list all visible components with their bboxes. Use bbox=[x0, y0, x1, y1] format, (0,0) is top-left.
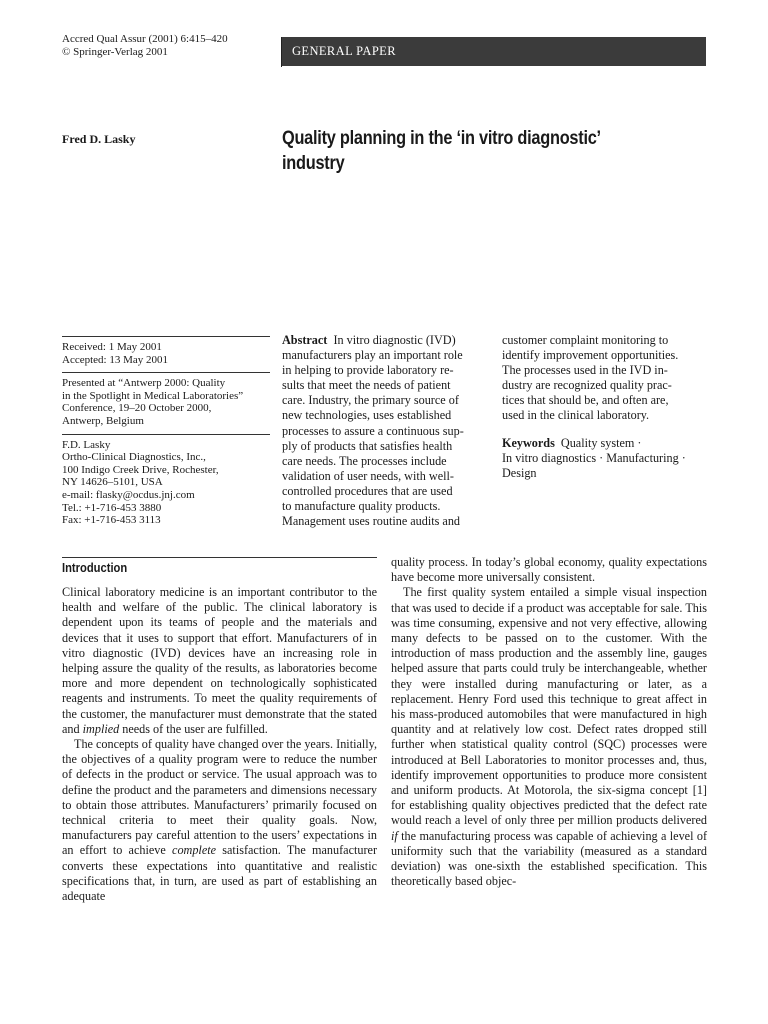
author-name: Fred D. Lasky bbox=[62, 132, 136, 146]
body-text: needs of the user are fulfilled. bbox=[122, 721, 268, 736]
contact-line: Tel.: +1-716-453 3880 bbox=[62, 501, 162, 514]
body-text: satisfaction. The manufacturer converts these expectations into quantitative and realistic specifications that, in turn, are used as part of establishing an adequate bbox=[62, 843, 378, 904]
abstract-line: in helping to provide laboratory re- bbox=[282, 363, 454, 378]
abstract-first-line: In vitro diagnostic (IVD) bbox=[333, 333, 456, 347]
body-column-right bbox=[391, 555, 707, 889]
body-text: The concepts of quality have changed over the years. Initially, the objectives of a quality program were to reduce the number of defects in the product or service. The usual approach was to define the product and the parameters and dimensions necessary to obtain those attributes. Manufacturers’ primarily focused on technical criteria to meet their quality goals. Now, manufacturers pay careful attention to the users’ expectations in an effort to achieve bbox=[62, 737, 377, 858]
section-banner bbox=[282, 37, 706, 66]
paper-title: Quality planning in the ‘in vitro diagnostic’ industry bbox=[282, 128, 600, 174]
dates-block bbox=[62, 336, 270, 372]
body-emphasis: complete bbox=[172, 843, 217, 858]
body-paragraph: quality process. In today’s global economy, quality expectations have become more universally consistent. bbox=[391, 555, 707, 585]
presented-line: Conference, 19–20 October 2000, bbox=[62, 402, 212, 415]
presented-note bbox=[62, 372, 270, 433]
received-date: Received: 1 May 2001 bbox=[62, 341, 162, 353]
body-emphasis: if bbox=[391, 828, 398, 843]
presented-line: Presented at “Antwerp 2000: Quality bbox=[62, 377, 226, 390]
abstract-line: The processes used in the IVD in- bbox=[502, 363, 668, 378]
abstract-line: to manufacture quality products. bbox=[282, 499, 441, 514]
abstract-line: ply of products that satisfies health bbox=[282, 438, 453, 453]
contact-line: 100 Indigo Creek Drive, Rochester, bbox=[62, 463, 219, 476]
abstract-left bbox=[282, 333, 488, 529]
contact-line: Ortho-Clinical Diagnostics, Inc., bbox=[62, 451, 206, 464]
abstract-line: validation of user needs, with well- bbox=[282, 468, 454, 483]
keywords-label: Keywords bbox=[502, 435, 555, 450]
introduction-rule bbox=[62, 557, 377, 558]
keywords-spacer bbox=[502, 424, 708, 436]
contact-block bbox=[62, 434, 270, 533]
body-column-left bbox=[62, 585, 377, 904]
body-text: Clinical laboratory medicine is an important contributor to the health and welfare of the public. The clinical laboratory is dependent upon its teams of people and the materials and devices that it uses to support that effort. Manufacturers of in vitro diagnostic (IVD) devices have an increasing role in helping assure the quality of the results, as laboratories become more and more dependent on technologically sophisticated reagents and instruments. To meet the quality requirements of the customer, the manufacturer must demonstrate that the stated and bbox=[62, 585, 377, 736]
contact-email: e-mail: flasky@ocdus.jnj.com bbox=[62, 488, 195, 501]
introduction-heading: Introduction bbox=[62, 560, 128, 575]
section-label: GENERAL PAPER bbox=[292, 44, 396, 58]
body-text: The first quality system entailed a simple visual inspection that was used to decide if a product was acceptable for sale. This was time consuming, expensive and not very effective, allowing many defects to be passed on to the customer. With the introduction of mass production and the assembly line, gauges helped assure that parts could truly be interchangeable, whether they were installed during manufacturing or later, as a replacement. Henry Ford used this technique to great affect in his mass-produced automobiles that were manufactured in high quantity and at relatively low cost. Defect rates dropped still further when statistical quality control (SQC) processes were introduced at Bell Laboratories to monitor processes and, thus, identify improvement opportunities to produce more consistent and uniform products. At Motorola, the six-sigma concept [1] for establishing quality objectives predicted that the defect rate would reach a level of only three per million products delivered bbox=[391, 585, 707, 828]
copyright-line: © Springer-Verlag 2001 bbox=[62, 46, 168, 58]
abstract-line: dustry are recognized quality prac- bbox=[502, 378, 672, 393]
contact-line: F.D. Lasky bbox=[62, 438, 111, 451]
body-paragraph bbox=[62, 585, 377, 737]
contact-line: NY 14626–5101, USA bbox=[62, 476, 163, 489]
presented-line: Antwerp, Belgium bbox=[62, 414, 144, 427]
abstract-line: care. Industry, the primary source of bbox=[282, 393, 459, 408]
abstract-line: customer complaint monitoring to bbox=[502, 333, 669, 347]
journal-reference bbox=[62, 33, 228, 59]
keywords-first: Quality system · bbox=[560, 435, 642, 450]
abstract-line bbox=[282, 333, 488, 348]
abstract-line: manufacturers play an important role bbox=[282, 348, 463, 363]
abstract-line: identify improvement opportunities. bbox=[502, 348, 679, 363]
keywords-line bbox=[502, 436, 708, 451]
journal-citation: Accred Qual Assur (2001) 6:415–420 bbox=[62, 33, 228, 45]
body-paragraph bbox=[391, 585, 707, 889]
presented-line: in the Spotlight in Medical Laboratories” bbox=[62, 389, 244, 402]
abstract-line: Management uses routine audits and bbox=[282, 514, 461, 529]
article-info-column bbox=[62, 336, 270, 533]
abstract-line: sults that meet the needs of patient bbox=[282, 378, 451, 393]
keywords-line: In vitro diagnostics · Manufacturing · bbox=[502, 450, 686, 465]
accepted-date: Accepted: 13 May 2001 bbox=[62, 353, 168, 366]
abstract-line: processes to assure a continuous sup- bbox=[282, 423, 464, 438]
body-paragraph bbox=[62, 737, 377, 904]
abstract-line: controlled procedures that are used bbox=[282, 483, 453, 498]
body-emphasis: implied bbox=[82, 721, 120, 736]
abstract-line: tices that should be, and often are, bbox=[502, 393, 669, 408]
body-text: the manufacturing process was capable of achieving a level of uniformity such that the variability (measured as a standard deviation) was one-sixth the established specification. This theoretically based objec- bbox=[391, 828, 708, 889]
abstract-label: Abstract bbox=[282, 333, 328, 347]
abstract-right bbox=[502, 333, 708, 481]
abstract-line: new technologies, uses established bbox=[282, 408, 452, 423]
abstract-line: used in the clinical laboratory. bbox=[502, 408, 650, 423]
abstract-line: care needs. The processes include bbox=[282, 453, 447, 468]
keywords-line: Design bbox=[502, 465, 537, 480]
contact-line: Fax: +1-716-453 3113 bbox=[62, 514, 161, 527]
